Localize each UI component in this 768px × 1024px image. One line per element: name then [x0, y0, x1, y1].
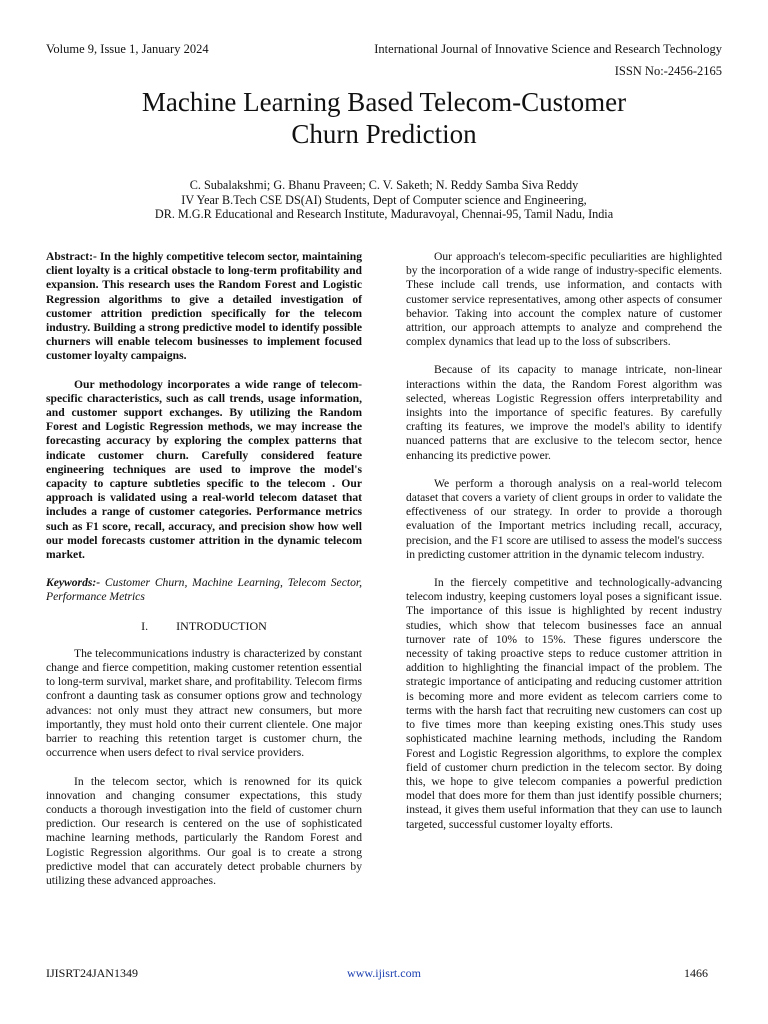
header-volume: Volume 9, Issue 1, January 2024 — [46, 42, 209, 56]
left-column — [46, 250, 362, 902]
paper-title — [60, 86, 708, 150]
author-block — [40, 178, 728, 222]
author-affiliation-2: DR. M.G.R Educational and Research Institute, Maduravoyal, Chennai-95, Tamil Nadu, India — [154, 207, 614, 221]
intro-paragraph-1: The telecommunications industry is characterized by constant change and fierce competition, making customer retention essential to long-term survival, market share, and profitability. Telecom firms confront a daunting task as consumer options grow and technology advances: not only must they attract new consumers, but more importantly, they must hold onto their current clientele. One major barrier to reaching this retention target is customer churn, the occurrence when users defect to rival service providers. — [46, 646, 362, 760]
intro-paragraph-2: In the telecom sector, which is renowned for its quick innovation and changing consumer expectations, this study conducts a thorough investigation into the field of customer churn prediction. Our research is centered on the use of sophisticated machine learning methods, particularly the Random Forest and Logistic Regression algorithms. Our goal is to create a strong predictive model that can accurately detect probable churners by utilizing these advanced approaches. — [46, 774, 362, 887]
keywords — [46, 576, 362, 604]
abstract-paragraph-2: Our methodology incorporates a wide range of telecom-specific characteristics, such as call trends, usage information, and customer support exchanges. By utilizing the Random Forest and Logistic Regression methods, we may increase the forecasting accuracy by exploring the complex patterns that indicate customer churn. Carefully considered feature engineering techniques are used to improve the model's capacity to capture subtleties specific to the telecom . Our approach is validated using a real-world telecom dataset that includes a range of customer categories. Performance metrics such as F1 score, recall, accuracy, and precision show how well our model forecasts customer attrition in the dynamic telecom market. — [46, 377, 362, 562]
body-paragraph-1: Our approach's telecom-specific peculiarities are highlighted by the incorporation of a wide range of industry-specific elements. These include call trends, use information, and contacts with customer service representatives, among other aspects of consumer behavior. Taking into account the complex nature of customer attrition, our approach attempts to analyze and comprehend the complex dynamics that lead up to the loss of subscribers. — [406, 250, 722, 349]
body-paragraph-3: We perform a thorough analysis on a real-world telecom dataset that covers a variety of client groups in order to validate the effectiveness of our strategy. In order to provide a thorough evaluation of the Important metrics including recall, accuracy, precision, and the F1 score are utilised to assess the model's success in predicting customer attrition in the dynamic telecom industry. — [406, 476, 722, 561]
footer-paper-id: IJISRT24JAN1349 — [46, 966, 138, 980]
author-affiliation-1: IV Year B.Tech CSE DS(AI) Students, Dept of Computer science and Engineering, — [181, 192, 587, 207]
section-heading-introduction — [46, 619, 362, 633]
header-issn: ISSN No:-2456-2165 — [614, 64, 722, 78]
footer-page-number: 1466 — [684, 966, 708, 980]
keywords-label: Keywords:- — [46, 576, 101, 590]
right-column — [406, 250, 722, 846]
abstract-paragraph-1: Abstract:- In the highly competitive telecom sector, maintaining client loyalty is a critical obstacle to long-term profitability and expansion. This research uses the Random Forest and Logistic Regression algorithms to give a detailed investigation of customer attrition prediction specifically for the telecom industry. Building a strong predictive model to identify possible churners will enable telecom businesses to implement focused customer loyalty campaigns. — [46, 250, 362, 363]
body-paragraph-4: In the fiercely competitive and technologically-advancing telecom industry, keeping customers loyal poses a significant issue. The importance of this issue is highlighted by recent industry studies, which show that telecom businesses face an annual turnover rate of 10% to 15%. These figures underscore the necessity of taking proactive steps to reduce customer attrition in addition to highlighting the financial impact of the problem. The strategic importance of anticipating and reducing customer attrition is becoming more and more evident as telecom carriers come to terms with the harsh fact that recruiting new customers can cost up to five times more than keeping existing ones.This study uses sophisticated machine learning methods, including the Random Forest and Logistic Regression algorithms, to explore the complex field of customer churn prediction in the telecom sector. By doing this, we hope to give telecom companies a powerful prediction model that does more for them than just identify possible churners; instead, it gives them useful information that they can use to launch targeted, successful customer loyalty efforts. — [406, 576, 722, 831]
header-journal-name: International Journal of Innovative Science and Research Technology — [374, 42, 722, 56]
section-title: INTRODUCTION — [176, 618, 267, 633]
body-paragraph-2: Because of its capacity to manage intricate, non-linear interactions within the data, the Random Forest algorithm was selected, whereas Logistic Regression offers interpretability and insights into the importance of specific features. By carefully crafting its features, we improve the model's ability to identify nuanced patterns that are exclusive to the telecom sector, hence enhancing its predictive power. — [406, 363, 722, 462]
paper-title-line-1: Machine Learning Based Telecom-Customer — [141, 87, 627, 117]
keywords-text: Customer Churn, Machine Learning, Telecom Sector, Performance Metrics — [46, 576, 362, 604]
author-names: C. Subalakshmi; G. Bhanu Praveen; C. V. Saketh; N. Reddy Samba Siva Reddy — [189, 178, 579, 192]
section-number: I. — [141, 618, 149, 633]
footer-website-link[interactable]: www.ijisrt.com — [347, 966, 421, 980]
paper-title-line-2: Churn Prediction — [291, 119, 477, 149]
